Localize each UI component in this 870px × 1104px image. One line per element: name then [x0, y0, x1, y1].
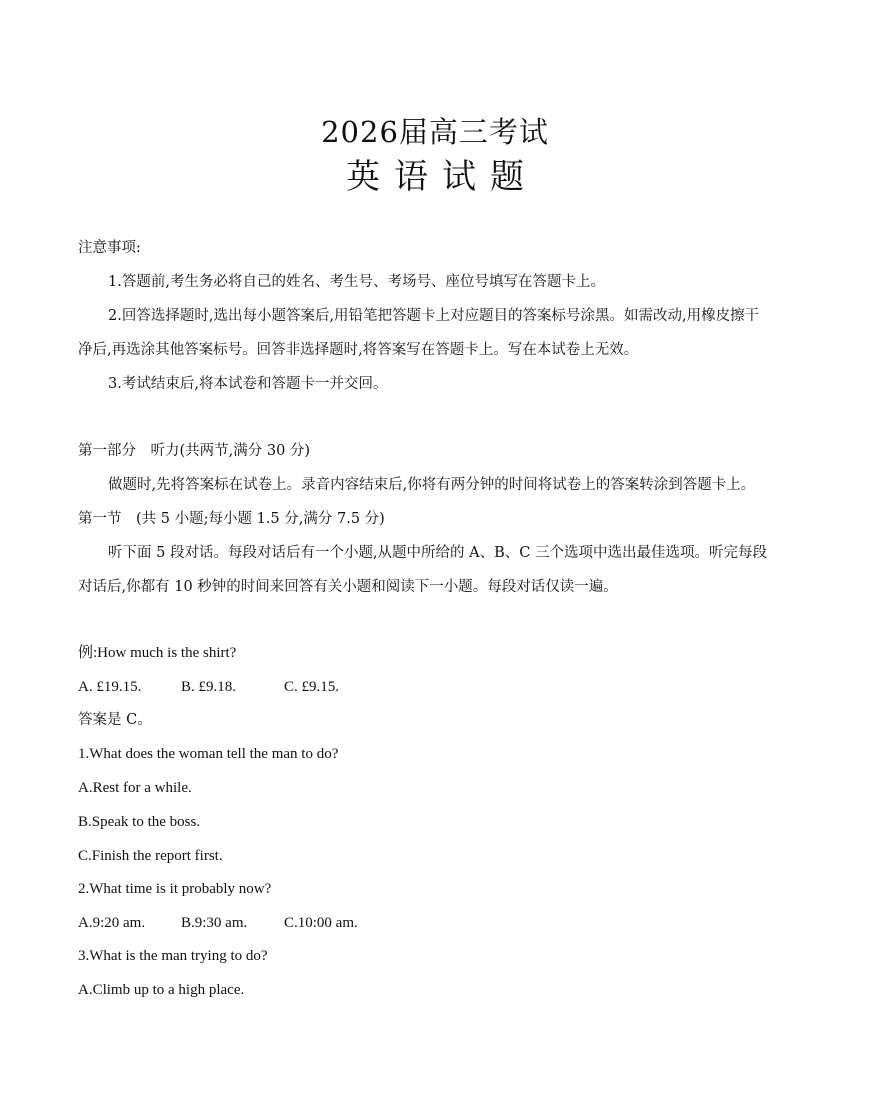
example-option-a: A. £19.15. [78, 679, 142, 695]
subject-title: 英语试题 [346, 157, 538, 197]
section1-instruction-line-2: 对话后,你都有 10 秒钟的时间来回答有关小题和阅读下一小题。每段对话仅读一遍。 [78, 579, 618, 595]
part1-heading: 第一部分 听力(共两节,满分 30 分) [78, 443, 311, 459]
notice-item-2-line-1: 2.回答选择题时,选出每小题答案后,用铅笔把答题卡上对应题目的答案标号涂黑。如需改动,用橡皮擦干 [108, 308, 760, 324]
question-1-option-a: A.Rest for a while. [78, 780, 192, 796]
question-3-option-a: A.Climb up to a high place. [78, 982, 245, 998]
notice-item-3: 3.考试结束后,将本试卷和答题卡一并交回。 [108, 376, 388, 392]
example-option-b: B. £9.18. [181, 679, 237, 695]
example-option-c: C. £9.15. [284, 679, 340, 695]
question-2-option-b: B.9:30 am. [181, 915, 248, 931]
example-answer: 答案是 C。 [78, 712, 152, 728]
notice-item-2-line-2: 净后,再选涂其他答案标号。回答非选择题时,将答案写在答题卡上。写在本试卷上无效。 [78, 342, 639, 358]
question-2-option-c: C.10:00 am. [284, 915, 358, 931]
notice-item-1: 1.答题前,考生务必将自己的姓名、考生号、考场号、座位号填写在答题卡上。 [108, 274, 605, 290]
part1-instruction: 做题时,先将答案标在试卷上。录音内容结束后,你将有两分钟的时间将试卷上的答案转涂到答题卡上。 [108, 477, 756, 493]
question-1-option-c: C.Finish the report first. [78, 848, 223, 864]
question-1-stem: 1.What does the woman tell the man to do? [78, 746, 339, 762]
question-2-stem: 2.What time is it probably now? [78, 881, 272, 897]
question-2-option-a: A.9:20 am. [78, 915, 146, 931]
question-3-stem: 3.What is the man trying to do? [78, 948, 268, 964]
section1-instruction-line-1: 听下面 5 段对话。每段对话后有一个小题,从题中所给的 A、B、C 三个选项中选出最佳选项。听完每段 [108, 545, 767, 561]
exam-title: 2026届高三考试 [321, 115, 549, 149]
example-question: 例:How much is the shirt? [78, 645, 237, 661]
notice-heading: 注意事项: [78, 240, 141, 256]
question-1-option-b: B.Speak to the boss. [78, 814, 201, 830]
section1-heading: 第一节 (共 5 小题;每小题 1.5 分,满分 7.5 分) [78, 511, 385, 527]
